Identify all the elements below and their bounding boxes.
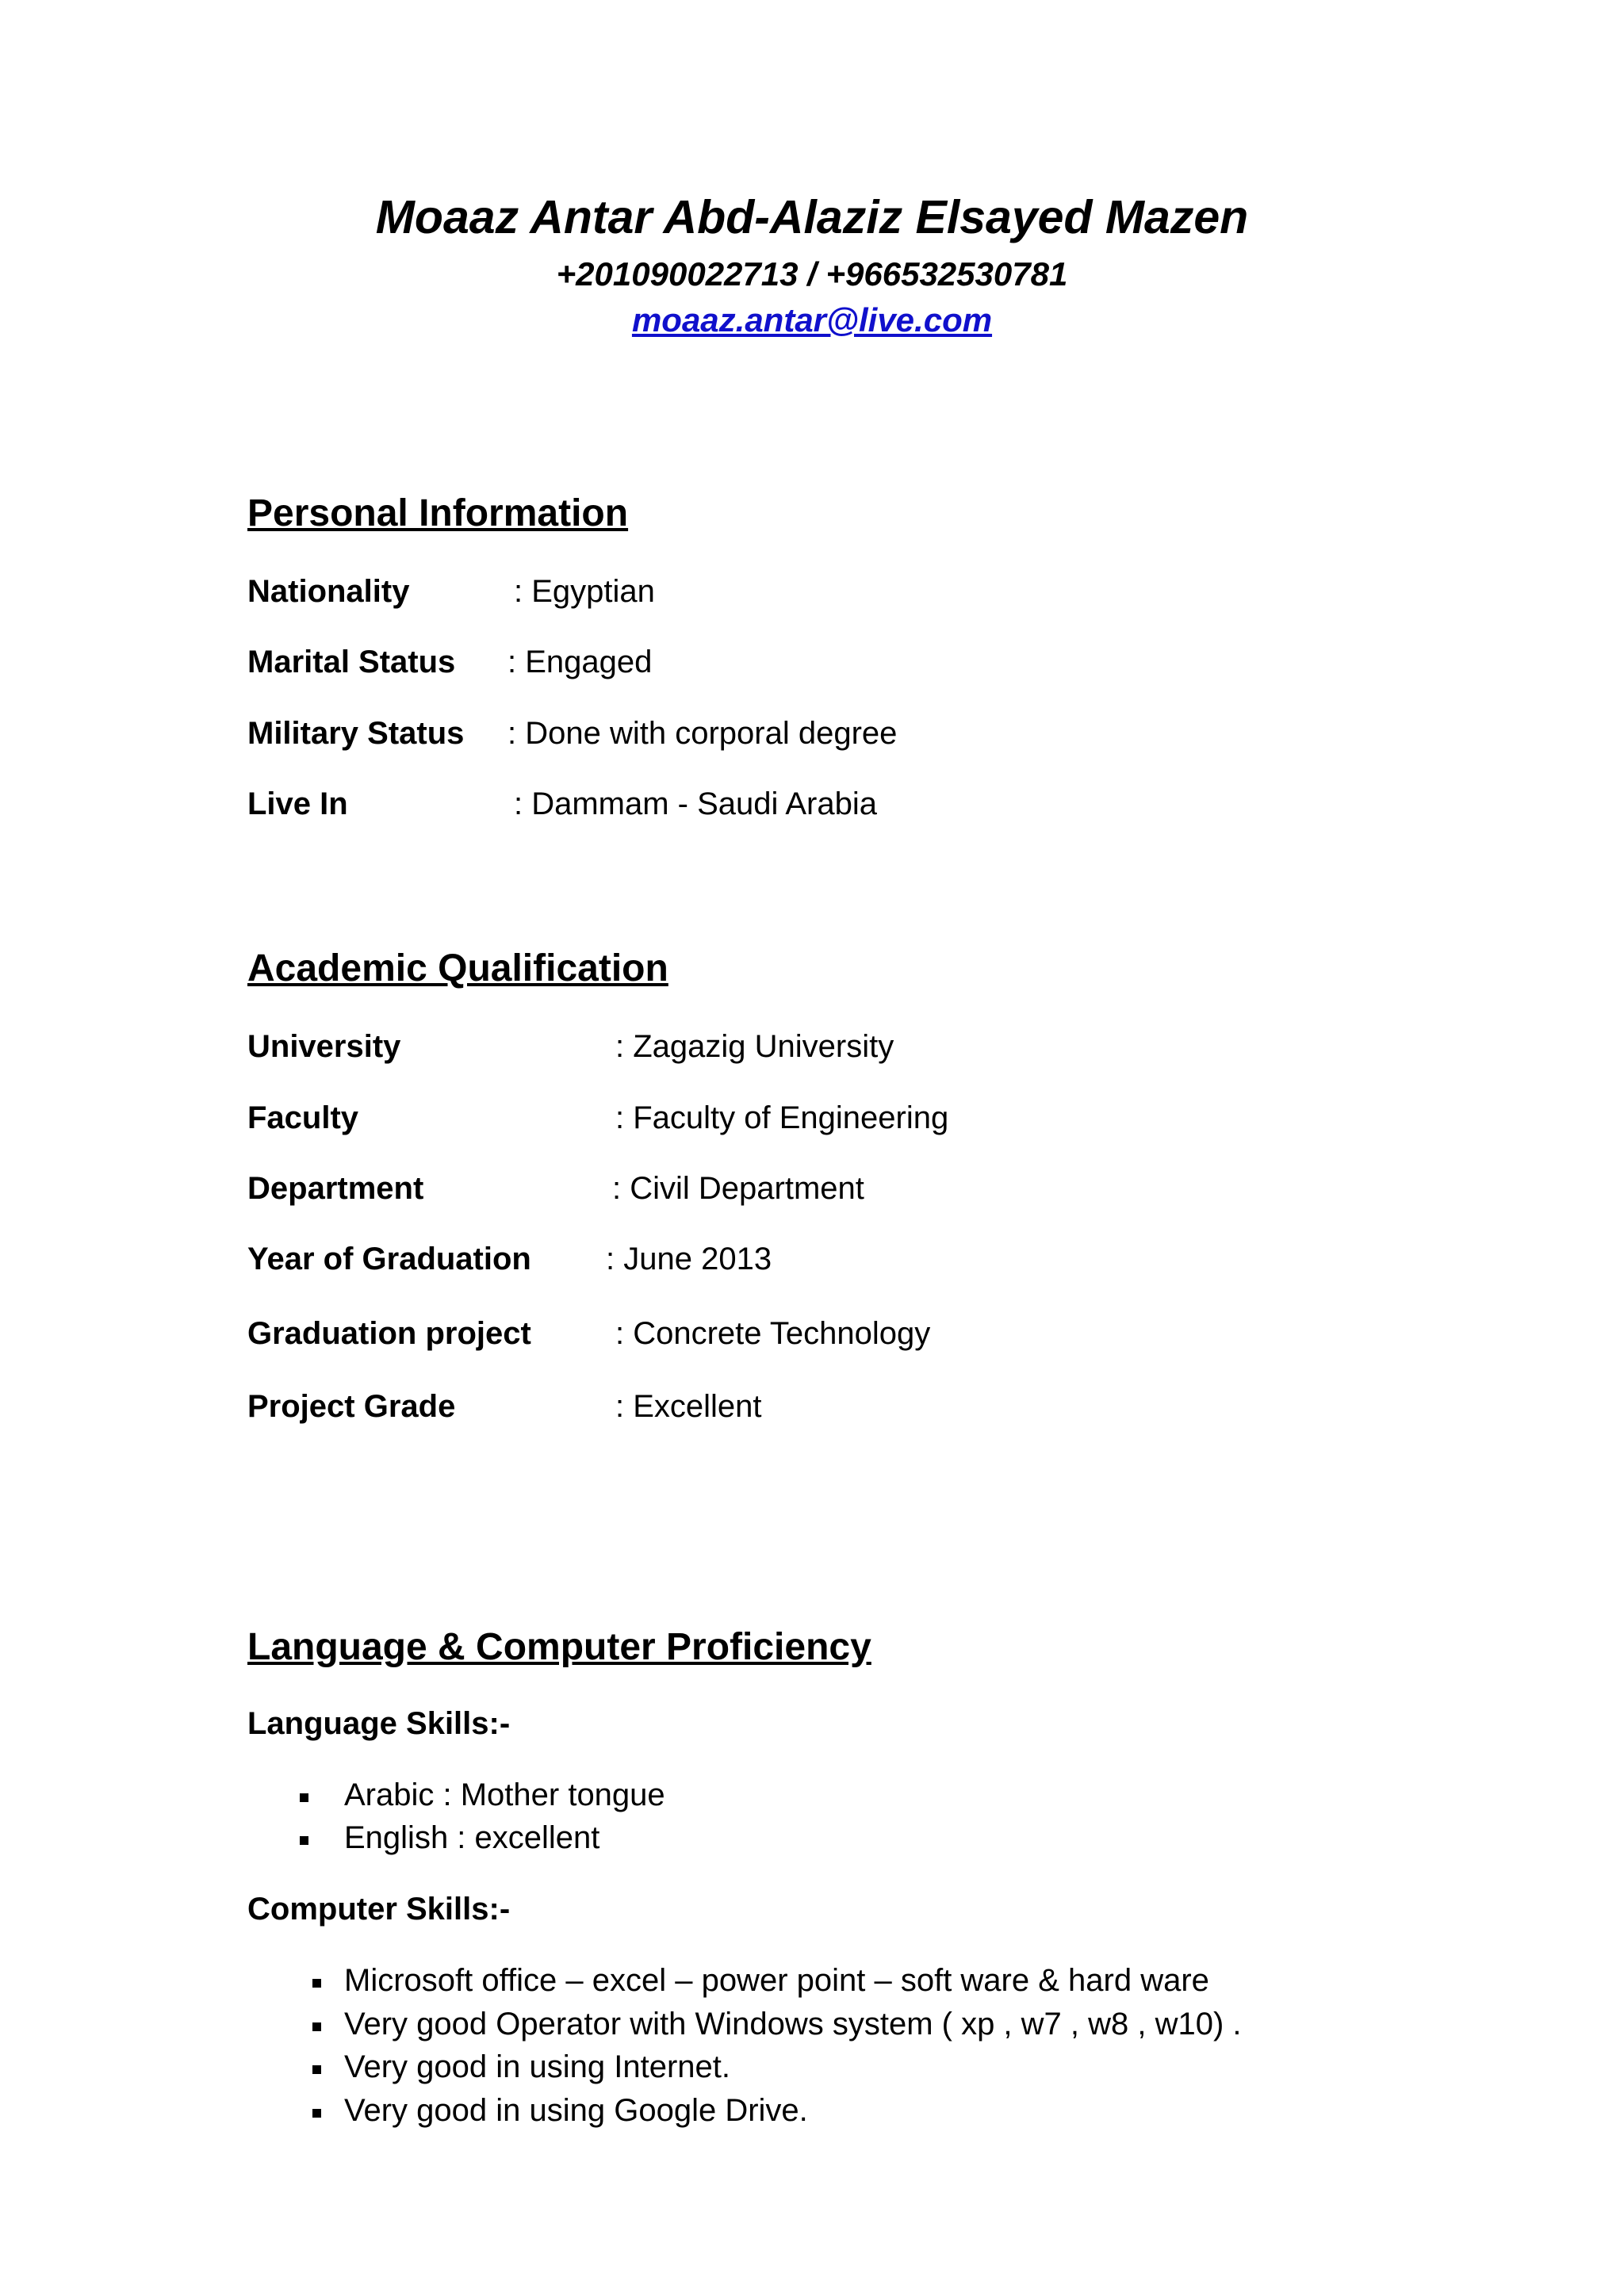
- project-grade-value: : Excellent: [615, 1389, 762, 1424]
- bullet-icon: [312, 1979, 321, 1988]
- department-label: Department: [247, 1171, 424, 1206]
- graduation-year-label: Year of Graduation: [247, 1242, 531, 1276]
- language-item-text: Arabic : Mother tongue: [344, 1777, 665, 1812]
- faculty-label: Faculty: [247, 1100, 359, 1135]
- computer-item: [344, 2007, 1242, 2042]
- project-grade-label: Project Grade: [247, 1389, 456, 1424]
- graduation-project-label: Graduation project: [247, 1316, 531, 1351]
- computer-item-text: Very good in using Internet.: [344, 2049, 730, 2084]
- computer-item-text: Microsoft office – excel – power point – soft ware & hard ware: [344, 1963, 1209, 1998]
- computer-item: [344, 1963, 1209, 1999]
- academic-heading: Academic Qualification: [247, 947, 668, 989]
- bullet-icon: [300, 1793, 308, 1802]
- language-item: [344, 1777, 665, 1813]
- live-in-label: Live In: [247, 786, 348, 821]
- marital-status-value: : Engaged: [508, 645, 653, 679]
- phone-numbers: +201090022713 / +966532530781: [556, 255, 1068, 293]
- graduation-project-value: : Concrete Technology: [615, 1316, 931, 1351]
- marital-status-label: Marital Status: [247, 645, 456, 679]
- bullet-icon: [312, 2065, 321, 2074]
- graduation-year-value: : June 2013: [606, 1242, 772, 1276]
- email-line: [0, 301, 1624, 339]
- bullet-icon: [300, 1836, 308, 1845]
- language-item: [344, 1820, 599, 1856]
- military-status-value: : Done with corporal degree: [508, 716, 898, 751]
- university-value: : Zagazig University: [615, 1029, 894, 1064]
- department-value: : Civil Department: [612, 1171, 864, 1206]
- candidate-name: Moaaz Antar Abd-Alaziz Elsayed Mazen: [375, 191, 1249, 243]
- nationality-label: Nationality: [247, 574, 410, 609]
- bullet-icon: [312, 2022, 321, 2031]
- computer-item-text: Very good Operator with Windows system ( xp , w7 , w8 , w10) .: [344, 2007, 1242, 2042]
- live-in-value: : Dammam - Saudi Arabia: [514, 786, 877, 821]
- proficiency-heading: Language & Computer Proficiency: [247, 1626, 871, 1668]
- personal-info-heading: Personal Information: [247, 492, 629, 534]
- university-label: University: [247, 1029, 401, 1064]
- language-item-text: English : excellent: [344, 1820, 600, 1855]
- computer-item: [344, 2049, 730, 2085]
- military-status-label: Military Status: [247, 716, 465, 751]
- computer-item: [344, 2093, 808, 2129]
- computer-skills-title: Computer Skills:-: [247, 1892, 511, 1927]
- faculty-value: : Faculty of Engineering: [615, 1100, 949, 1135]
- computer-item-text: Very good in using Google Drive.: [344, 2093, 808, 2128]
- email-link[interactable]: moaaz.antar@live.com: [631, 301, 993, 339]
- bullet-icon: [312, 2109, 321, 2118]
- nationality-value: : Egyptian: [514, 574, 655, 609]
- language-skills-title: Language Skills:-: [247, 1706, 511, 1741]
